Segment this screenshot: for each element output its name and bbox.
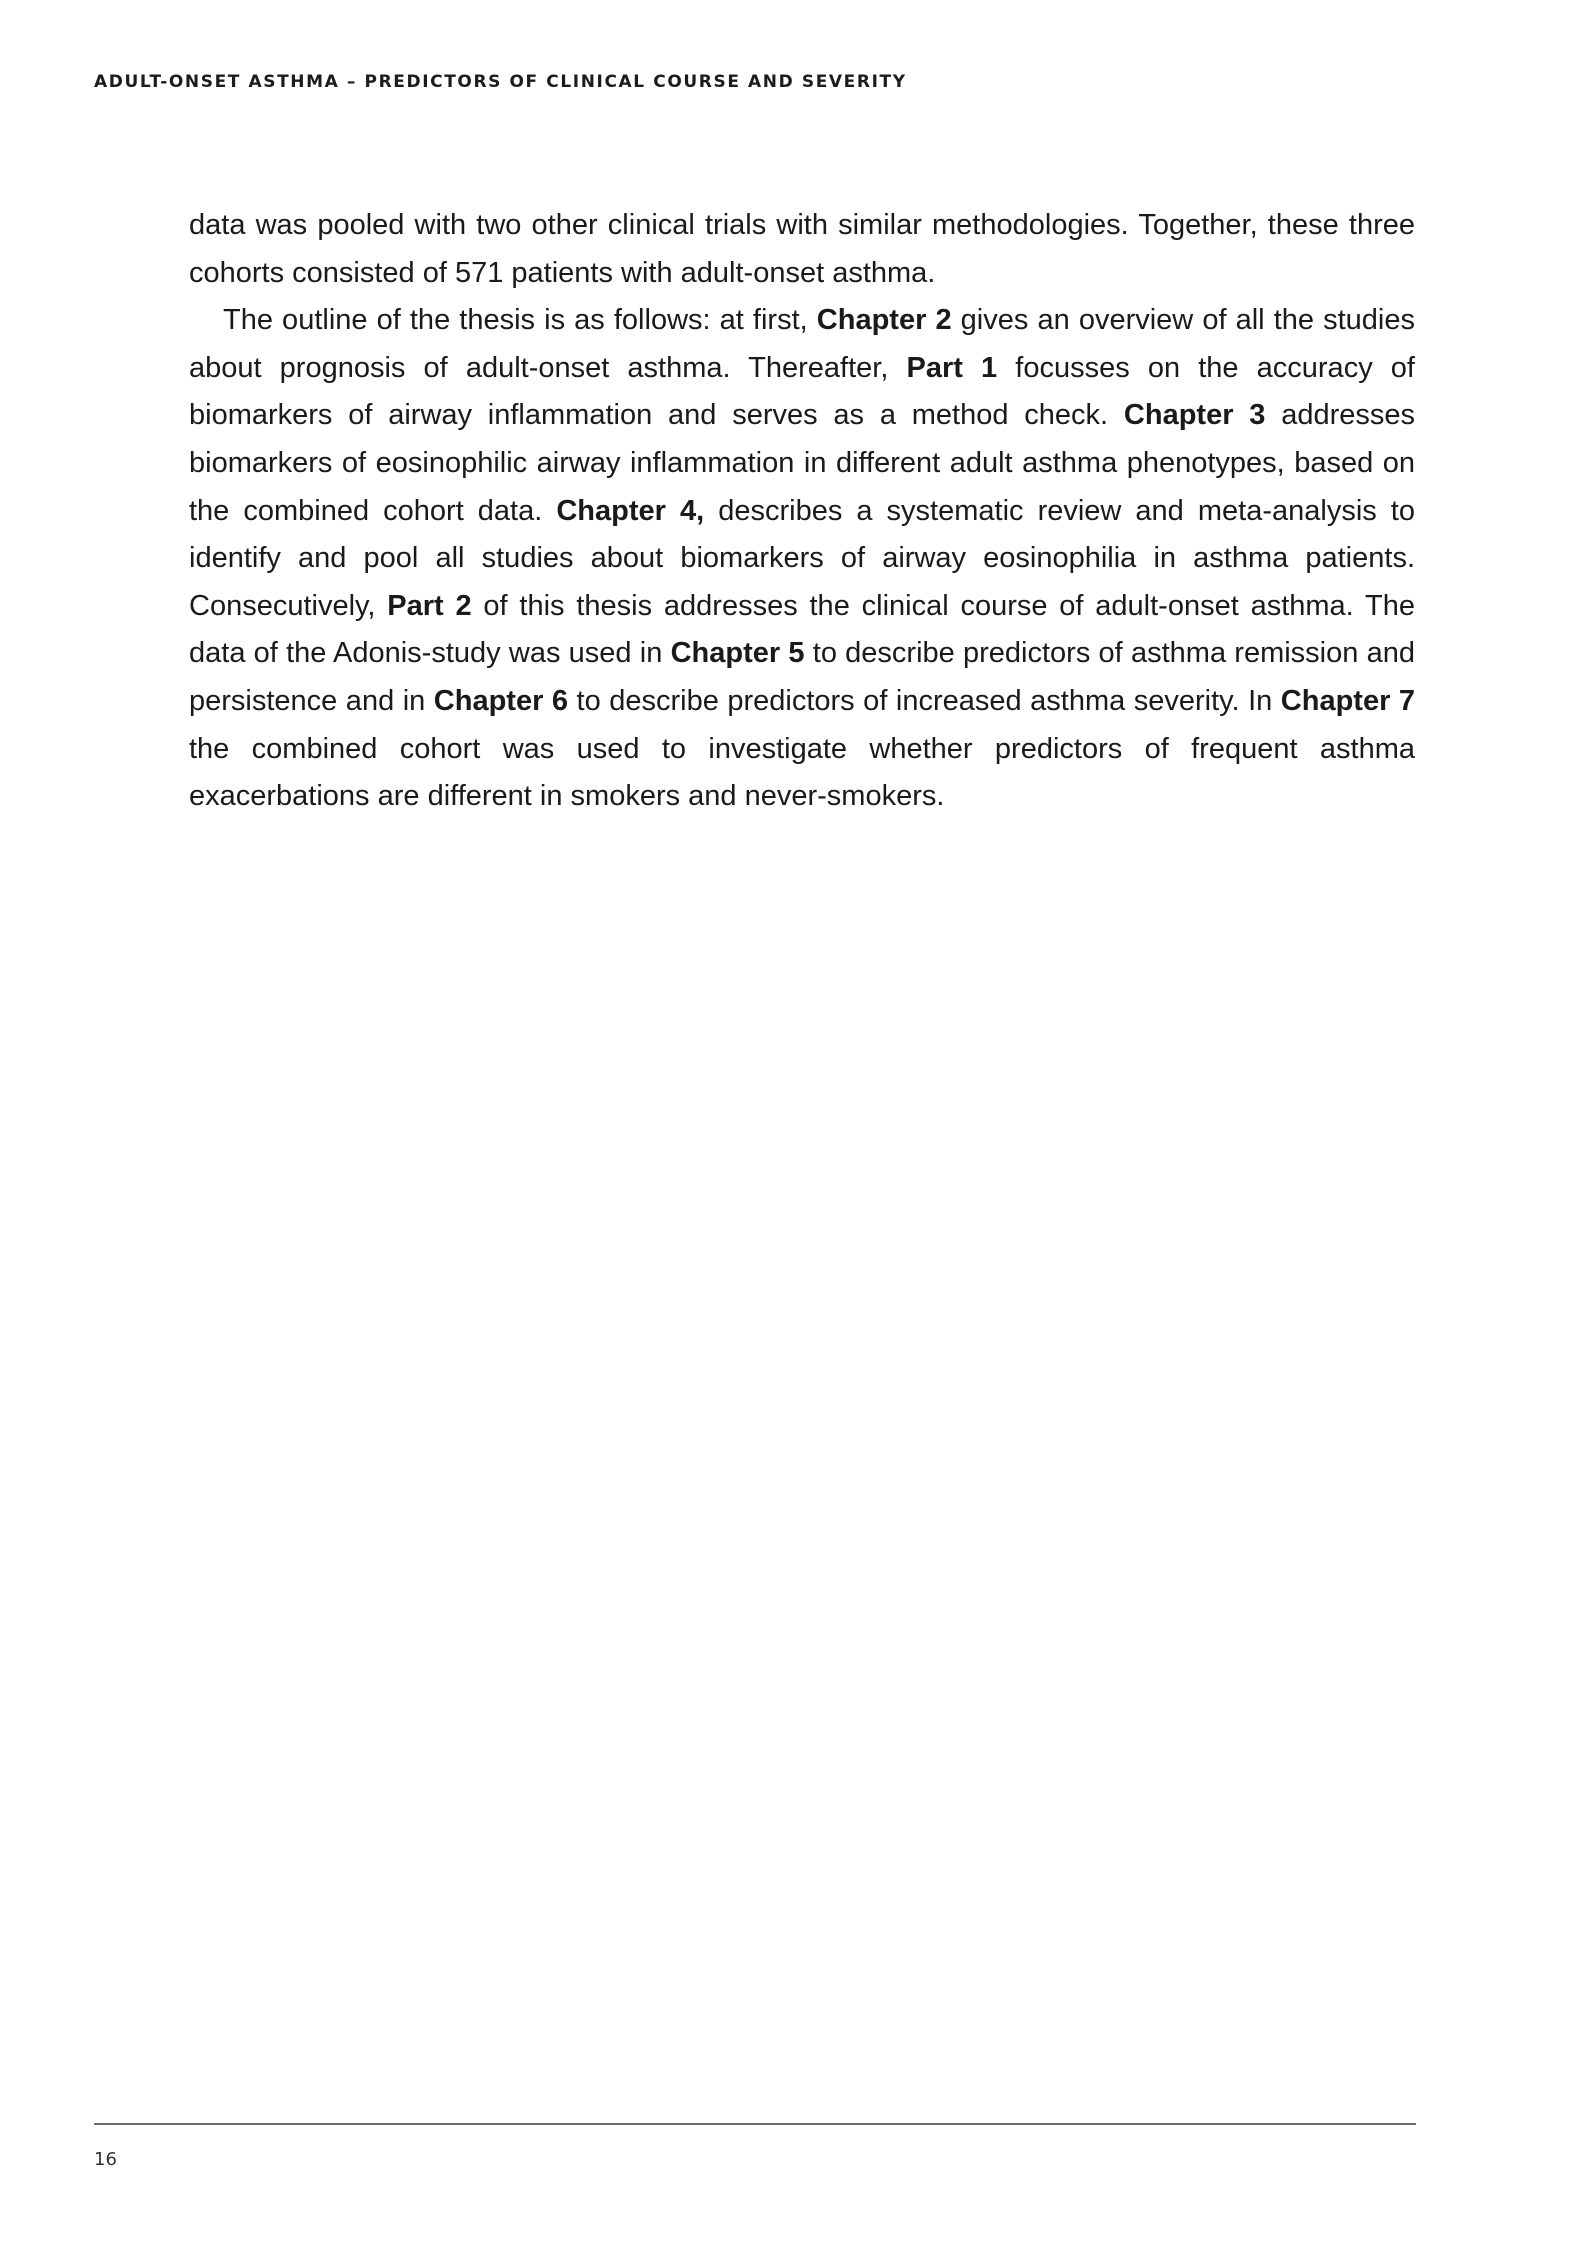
body-text <box>189 202 1415 821</box>
text-run: focusses on the accuracy of biomarkers of airway inflammation and serves as a method check. <box>189 351 1415 432</box>
running-header: ADULT-ONSET ASTHMA – PREDICTORS OF CLINICAL COURSE AND SEVERITY <box>94 72 907 92</box>
text-run: gives an overview of all the studies about prognosis of adult-onset asthma. Thereafter, <box>189 304 1415 384</box>
bold-chapter-6: Chapter 6 <box>433 684 569 717</box>
text-run: of this thesis addresses the clinical course of adult-onset asthma. The data of the Adonis-study was used in <box>189 589 1415 670</box>
paragraph-2 <box>189 297 1415 821</box>
bold-part-1: Part 1 <box>906 351 998 384</box>
paragraph-1: data was pooled with two other clinical trials with similar methodologies. Together, these three cohorts consisted of 571 patients with adult-onset asthma. <box>189 209 1415 289</box>
bold-chapter-7: Chapter 7 <box>1280 684 1415 717</box>
text-run: describes a systematic review and meta-analysis to identify and pool all studies about biomarkers of airway eosinophilia in asthma patients. Consecutively, <box>189 494 1415 622</box>
text-run: to describe predictors of increased asthma severity. In <box>568 684 1281 717</box>
bold-chapter-2: Chapter 2 <box>816 304 952 337</box>
text-run: addresses biomarkers of eosinophilic airway inflammation in different adult asthma phenotypes, based on the combined cohort data. <box>189 399 1416 527</box>
bold-chapter-3: Chapter 3 <box>1123 399 1266 432</box>
bold-chapter-5: Chapter 5 <box>670 637 805 670</box>
text-run: the combined cohort was used to investigate whether predictors of frequent asthma exacerbations are different in smokers and never-smokers. <box>189 732 1415 813</box>
text-run: to describe predictors of asthma remission and persistence and in <box>189 637 1415 717</box>
bold-part-2: Part 2 <box>387 589 472 622</box>
bold-chapter-4: Chapter 4, <box>556 494 705 527</box>
page-number: 16 <box>94 2149 117 2170</box>
text-run: The outline of the thesis is as follows: at first, <box>223 304 817 337</box>
footer-rule <box>94 2123 1416 2125</box>
